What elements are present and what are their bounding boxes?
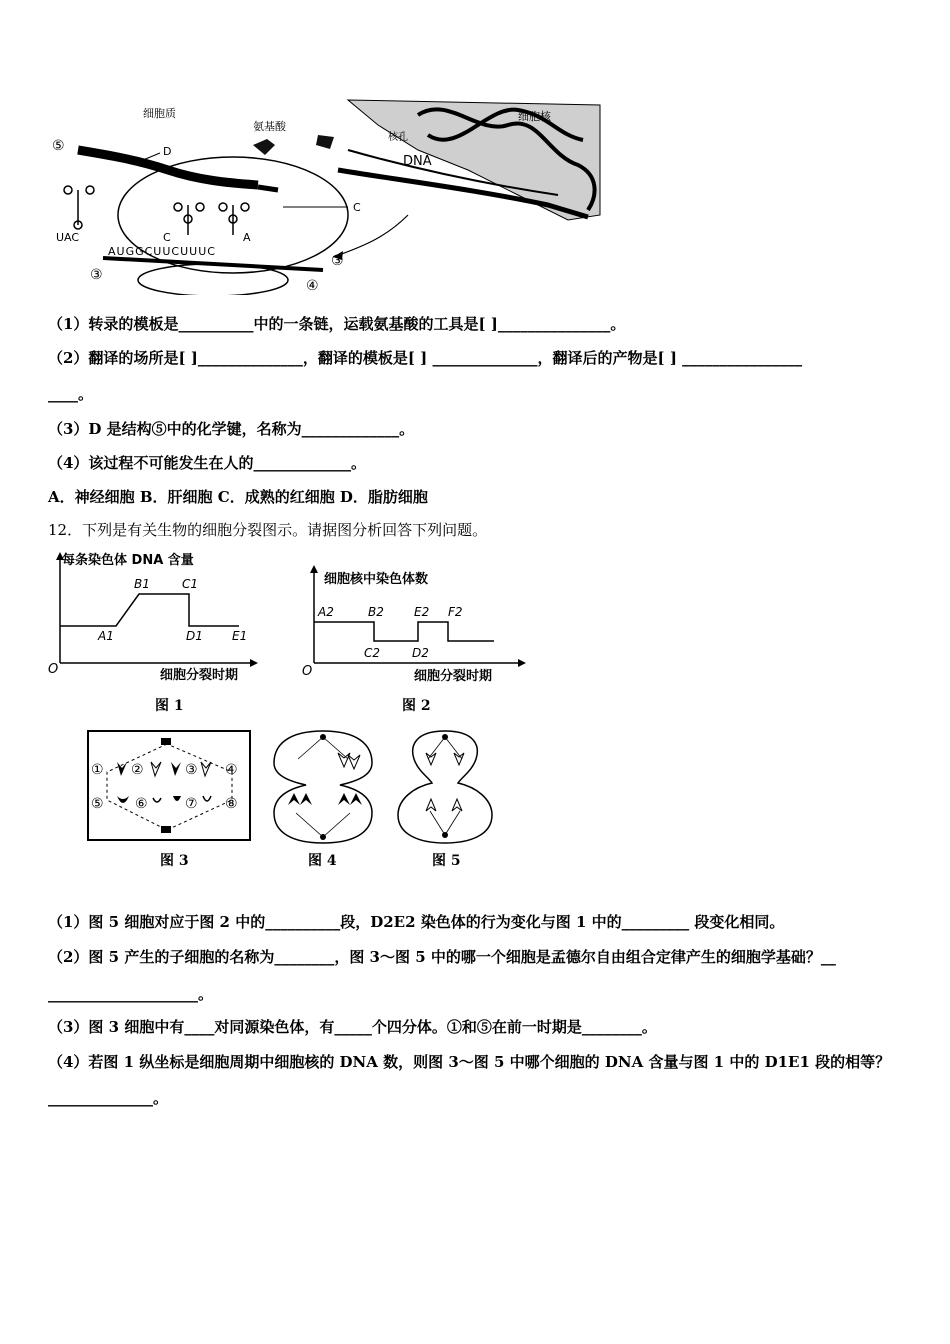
label-3b: ③: [331, 253, 344, 269]
fig1-origin: O: [48, 662, 59, 677]
fig2-caption: 图 2: [402, 698, 431, 714]
nucleus-label: 细胞核: [518, 110, 551, 123]
fig2-point-f2: F2: [448, 605, 463, 619]
fig1-point-e1: E1: [232, 629, 248, 643]
figure-2: [298, 565, 528, 690]
fig1-point-d1: D1: [186, 629, 203, 643]
figure-4: [268, 725, 378, 847]
anticodon-a: A: [243, 231, 251, 244]
fig3-num-8: ⑧: [225, 796, 238, 812]
anticodon-c: C: [163, 231, 171, 244]
fig2-origin: O: [302, 664, 313, 679]
q12-part3: （3）图 3 细胞中有____对同源染色体，有_____个四分体。①和⑤在前一时期是________。: [48, 1018, 657, 1036]
fig1-point-a1: A1: [98, 629, 114, 643]
label-d: D: [163, 145, 172, 158]
fig2-point-a2: A2: [318, 605, 334, 619]
figure-5: [392, 725, 498, 847]
q11-part1: （1）转录的模板是__________中的一条链，运载氨基酸的工具是[ ]_______________。: [48, 315, 626, 333]
fig3-num-6: ⑥: [135, 796, 148, 812]
fig2-point-c2: C2: [364, 646, 381, 660]
fig2-point-b2: B2: [368, 605, 384, 619]
trna-2: [174, 203, 204, 235]
fig1-caption: 图 1: [155, 698, 184, 714]
fig5-caption: 图 5: [432, 853, 461, 869]
fig2-xlabel: 细胞分裂时期: [414, 669, 493, 684]
fig3-num-2: ②: [131, 762, 144, 778]
fig2-ylabel: 细胞核中染色体数: [324, 572, 429, 587]
q12-stem: 12．下列是有关生物的细胞分裂图示。请据图分析回答下列问题。: [48, 521, 488, 539]
q11-part4: （4）该过程不可能发生在人的_____________。: [48, 454, 366, 472]
cytoplasm-label: 细胞质: [143, 107, 176, 120]
amino-acid-label: 氨基酸: [253, 120, 286, 133]
fig1-xlabel: 细胞分裂时期: [160, 668, 239, 683]
amino-acid-blob: [253, 139, 275, 155]
mrna-sequence: AUGGCUUCUUUC: [108, 245, 216, 258]
q11-part3: （3）D 是结构⑤中的化学键，名称为_____________。: [48, 420, 415, 438]
fig1-dna-curve: [60, 594, 239, 626]
fig3-num-4: ④: [225, 762, 238, 778]
trna-1: [64, 186, 94, 229]
fig3-num-3: ③: [185, 762, 198, 778]
q11-options: A．神经细胞 B．肝细胞 C．成熟的红细胞 D．脂肪细胞: [48, 488, 428, 506]
translation-diagram: [48, 95, 603, 295]
fig3-num-7: ⑦: [185, 796, 198, 812]
q11-part2: （2）翻译的场所是[ ]______________，翻译的模板是[ ] ______________，翻译后的产物是[ ] ________________: [48, 349, 803, 367]
label-5: ⑤: [52, 138, 65, 154]
fig3-num-1: ①: [91, 762, 104, 778]
label-4: ④: [306, 278, 319, 294]
q12-part1: （1）图 5 细胞对应于图 2 中的__________段，D2E2 染色体的行为变化与图 1 中的_________ 段变化相同。: [48, 913, 785, 931]
nuclear-pore-label: 核孔: [388, 132, 408, 143]
fig2-point-d2: D2: [412, 646, 429, 660]
ribosome-small: [138, 264, 288, 295]
fig4-caption: 图 4: [308, 853, 337, 869]
dna-label: DNA: [403, 154, 432, 169]
figure-1: [44, 548, 264, 688]
q11-part2-cont: ____。: [48, 385, 94, 403]
q12-part2-cont: ____________________。: [48, 985, 214, 1003]
label-3a: ③: [90, 267, 103, 283]
q12-part4-cont: ______________。: [48, 1089, 169, 1107]
fig1-point-b1: B1: [134, 577, 150, 591]
label-c: C: [353, 201, 361, 214]
fig2-chromosome-curve: [314, 622, 494, 641]
anticodon-uac: UAC: [56, 231, 80, 244]
q12-part2: （2）图 5 产生的子细胞的名称为________，图 3～图 5 中的哪一个细胞是孟德尔自由组合定律产生的细胞学基础？__: [48, 948, 836, 966]
fig1-ylabel: 每条染色体 DNA 含量: [62, 553, 194, 568]
fig3-num-5: ⑤: [91, 796, 104, 812]
figure-3: [87, 730, 252, 842]
fig1-point-c1: C1: [182, 577, 199, 591]
fig2-point-e2: E2: [414, 605, 430, 619]
amino-acid-blob: [316, 135, 334, 149]
q12-part4: （4）若图 1 纵坐标是细胞周期中细胞核的 DNA 数，则图 3～图 5 中哪个细胞的 DNA 含量与图 1 中的 D1E1 段的相等？: [48, 1053, 891, 1071]
fig3-caption: 图 3: [160, 853, 189, 869]
